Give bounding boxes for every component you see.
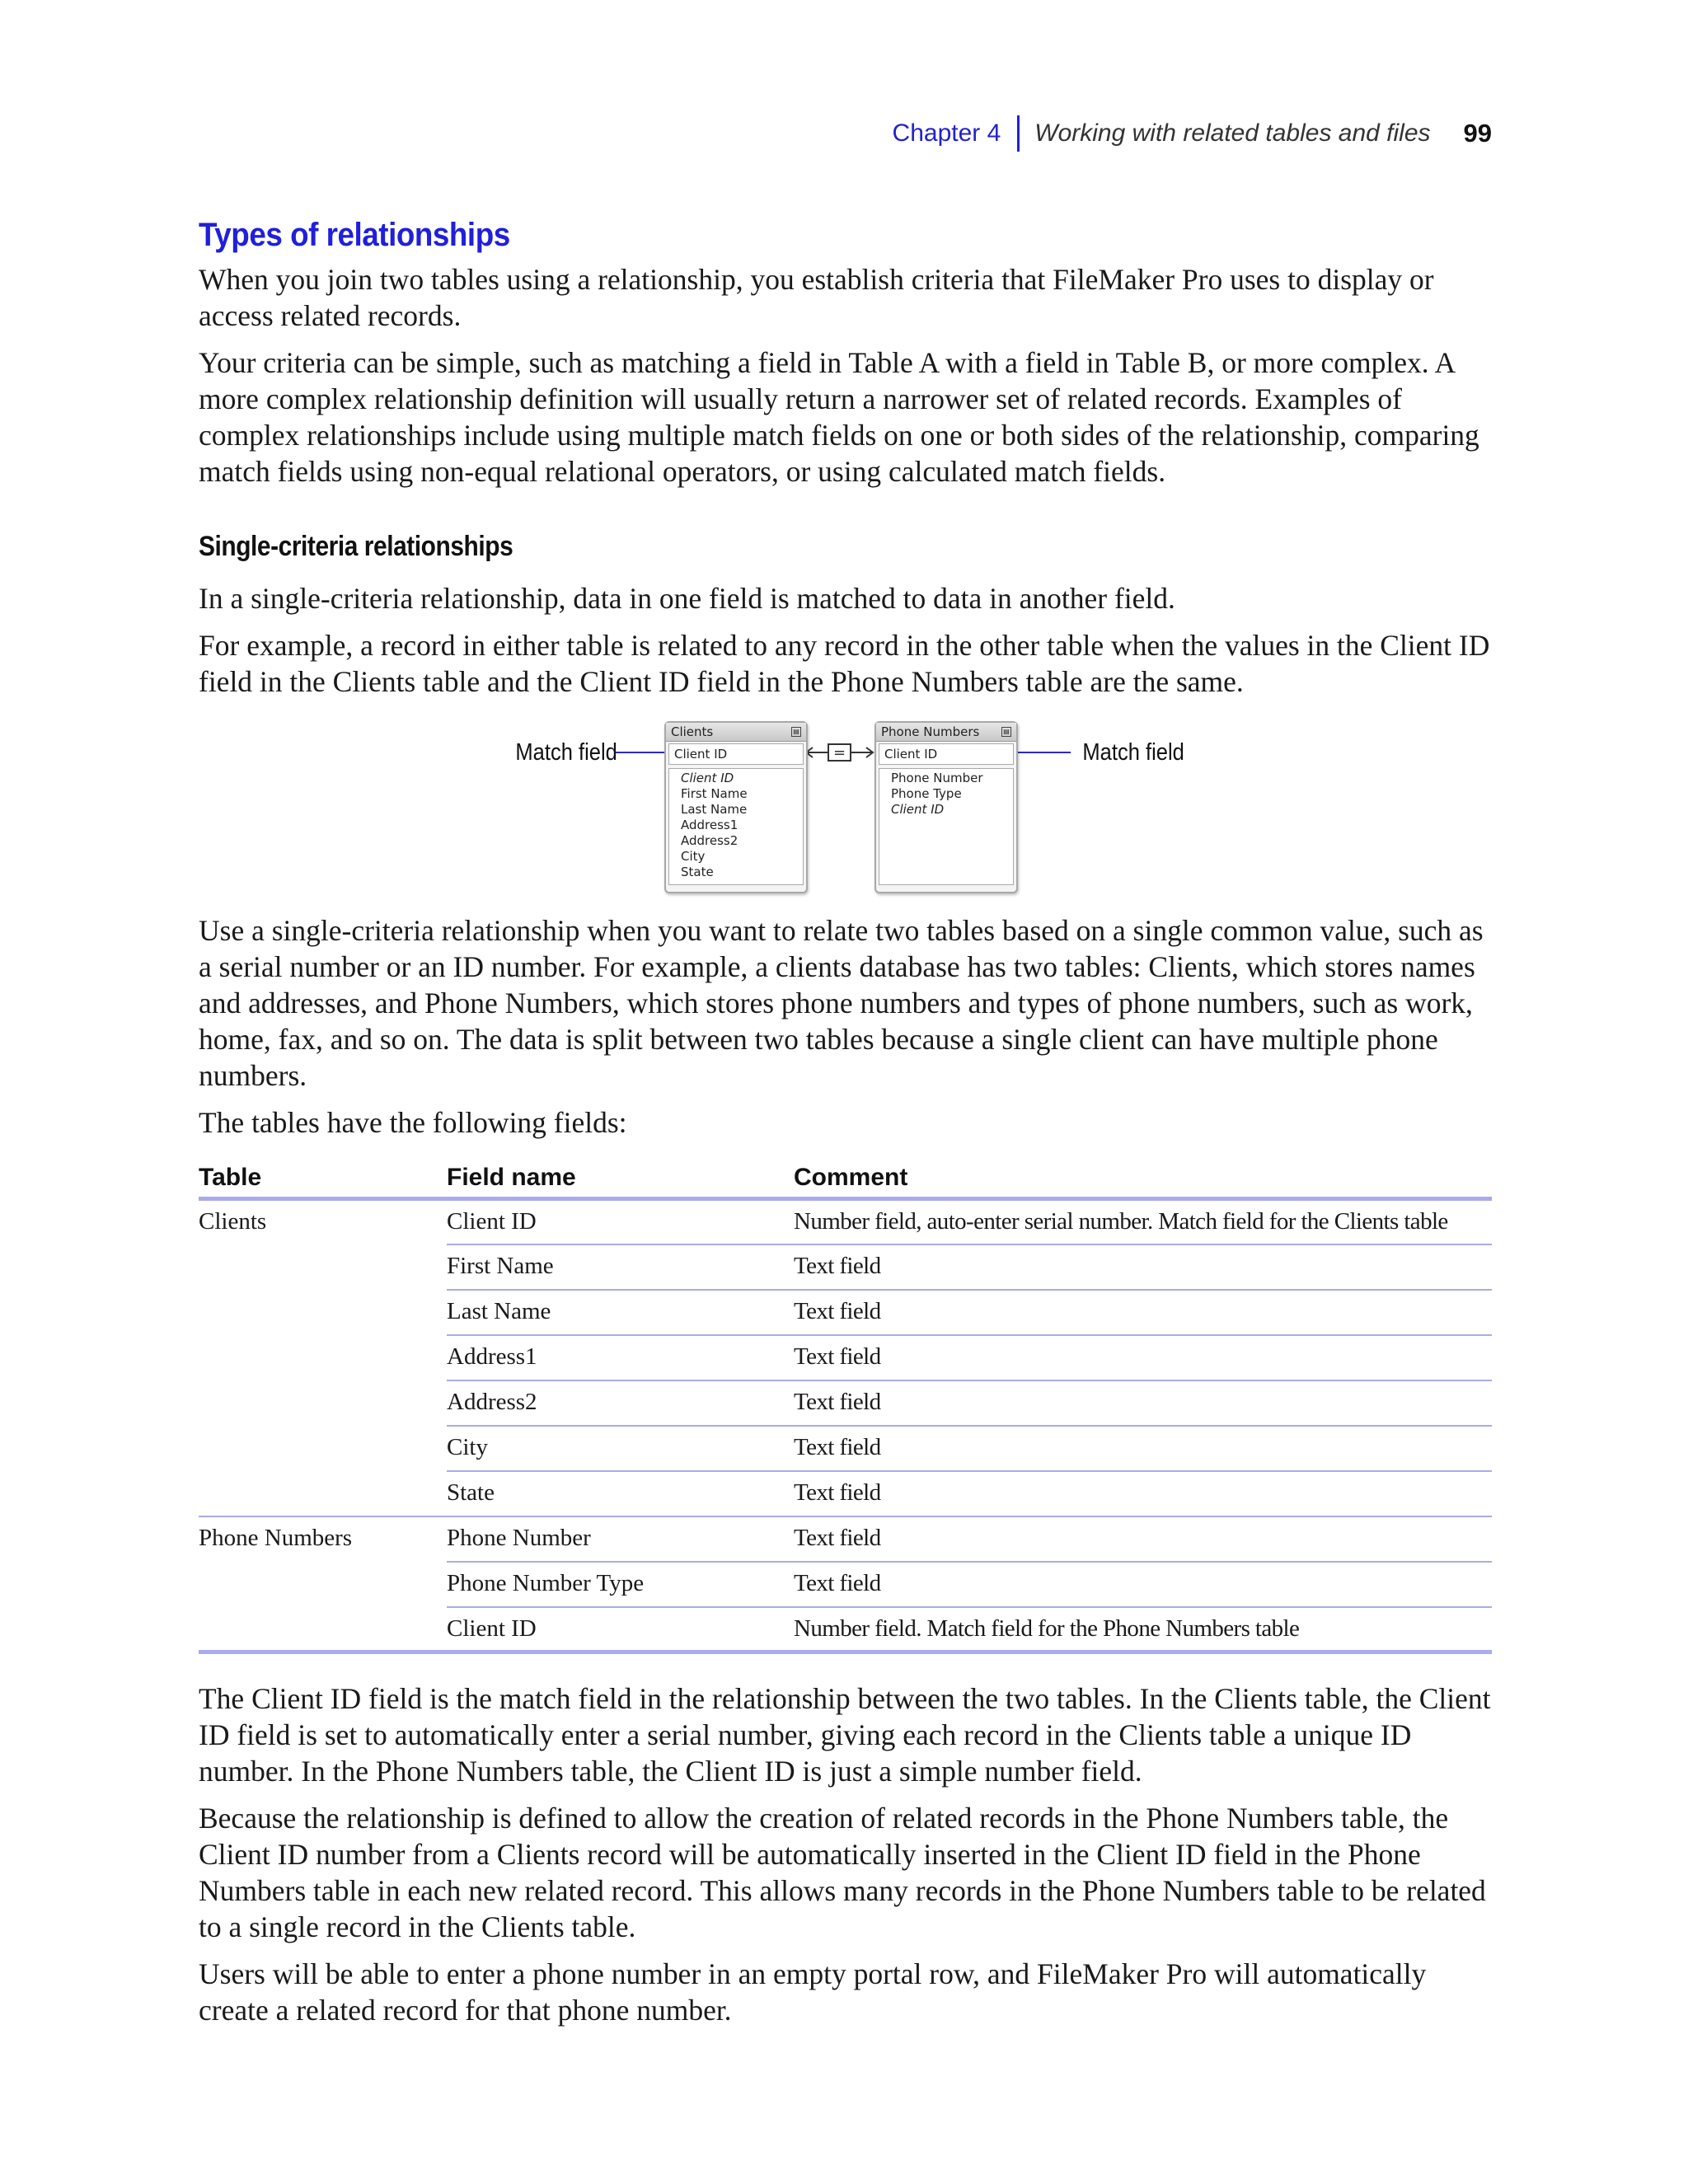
paragraph: The Client ID field is the match field in the relationship between the two tables. In the Clients table, the Client ID field is set to automatically enter a serial number, giving each record in the Clients table a unique ID number. In the Phone Numbers table, the Client ID is just a simple number field.	[199, 1682, 1491, 1788]
phone-numbers-table-header	[876, 723, 1016, 742]
column-header-comment: Comment	[794, 1159, 1492, 1199]
table-row	[199, 1199, 1492, 1244]
relationship-lines	[199, 721, 1492, 902]
paragraph: Your criteria can be simple, such as matching a field in Table A with a field in Table B, or more complex. A more complex relationship definition will usually return a narrower set of related records. Examples of complex relationships include using multiple match fields on one or both sides of the relationship, comparing match fields using non-equal relational operators, or using calculated match fields.	[199, 346, 1479, 488]
table-cell	[199, 1562, 447, 1607]
table-cell	[199, 1335, 447, 1380]
phone-numbers-table-occurrence	[874, 721, 1018, 893]
clients-table-name: Clients	[671, 724, 714, 739]
paragraph: Users will be able to enter a phone number in an empty portal row, and FileMaker Pro will automatically create a related record for that phone number.	[199, 1957, 1427, 2027]
table-row	[199, 1562, 1492, 1607]
table-row	[199, 1516, 1492, 1562]
equals-operator: =	[832, 744, 846, 762]
table-cell: Text field	[794, 1516, 1492, 1562]
table-cell: Phone Number Type	[447, 1562, 794, 1607]
clients-table-occurrence	[664, 721, 808, 893]
table-cell: First Name	[447, 1244, 794, 1290]
table-cell	[199, 1244, 447, 1290]
fields-table	[199, 1159, 1492, 1654]
field-item: Phone Number	[891, 771, 983, 785]
paragraph: When you join two tables using a relationship, you establish criteria that FileMaker Pro uses to display or access related records.	[199, 263, 1434, 332]
paragraph: For example, a record in either table is related to any record in the other table when the values in the Client ID field in the Clients table and the Client ID field in the Phone Numbers table are the same.	[199, 629, 1490, 698]
phone-numbers-table-name: Phone Numbers	[881, 724, 980, 739]
section-heading: Types of relationships	[199, 217, 510, 253]
field-item: Phone Type	[891, 786, 962, 801]
collapse-icon: ▤	[1001, 727, 1011, 737]
field-item: Client ID	[681, 771, 734, 785]
table-cell: Phone Number	[447, 1516, 794, 1562]
paragraph: In a single-criteria relationship, data in one field is matched to data in another field.	[199, 582, 1175, 615]
table-cell: Phone Numbers	[199, 1524, 353, 1551]
table-cell: City	[447, 1426, 794, 1471]
table-cell: Text field	[794, 1290, 1492, 1335]
chapter-title: Working with related tables and files	[1034, 120, 1431, 147]
field-item: Address2	[681, 833, 738, 848]
table-cell	[199, 1380, 447, 1426]
table-cell: Client ID	[447, 1607, 794, 1652]
clients-field-list	[668, 768, 804, 885]
table-cell: Text field	[794, 1426, 1492, 1471]
match-field-label-left: Match field	[515, 739, 617, 766]
paragraph: The tables have the following fields:	[199, 1106, 627, 1139]
running-header	[893, 115, 1492, 152]
table-row	[199, 1607, 1492, 1652]
table-cell: Address2	[447, 1380, 794, 1426]
column-header-table: Table	[199, 1159, 447, 1199]
table-row	[199, 1335, 1492, 1380]
paragraph: Use a single-criteria relationship when you want to relate two tables based on a single common value, such as a serial number or an ID number. For example, a clients database has two tables: Clients, which stores names and addresses, and Phone Numbers, which stores phone numbers and types of phone numbers, such as work, home, fax, and so on. The data is split between two tables because a single client can have multiple phone numbers.	[199, 914, 1484, 1092]
field-item: Client ID	[891, 802, 945, 817]
subsection-heading: Single-criteria relationships	[199, 531, 513, 562]
table-cell: Text field	[794, 1471, 1492, 1516]
field-item: First Name	[681, 786, 748, 801]
table-row	[199, 1380, 1492, 1426]
clients-match-field: Client ID	[668, 743, 804, 765]
table-cell	[199, 1607, 447, 1652]
table-cell: Text field	[794, 1562, 1492, 1607]
page-number: 99	[1463, 119, 1492, 148]
table-cell: Text field	[794, 1335, 1492, 1380]
table-cell: Number field, auto-enter serial number. Match field for the Clients table	[794, 1199, 1492, 1244]
phone-numbers-field-list	[879, 768, 1014, 885]
field-item: State	[681, 865, 714, 879]
table-row	[199, 1244, 1492, 1290]
page-content	[199, 210, 1492, 2028]
table-row	[199, 1471, 1492, 1516]
table-cell	[199, 1426, 447, 1471]
field-item: Address1	[681, 818, 738, 832]
table-cell: Address1	[447, 1335, 794, 1380]
column-header-field-name: Field name	[447, 1159, 794, 1199]
table-row	[199, 1290, 1492, 1335]
field-item: City	[681, 849, 706, 864]
paragraph: Because the relationship is defined to allow the creation of related records in the Phone Numbers table, the Client ID number from a Clients record will be automatically inserted in the Client ID field in the Phone Numbers table in each new related record. This allows many records in the Phone Numbers table to be related to a single record in the Clients table.	[199, 1802, 1486, 1943]
table-cell: Clients	[199, 1208, 267, 1235]
match-field-label-right: Match field	[1082, 739, 1184, 766]
table-cell: State	[447, 1471, 794, 1516]
phone-numbers-match-field: Client ID	[879, 743, 1014, 765]
table-cell: Last Name	[447, 1290, 794, 1335]
field-item: Last Name	[681, 802, 748, 817]
table-cell: Number field. Match field for the Phone Numbers table	[794, 1607, 1492, 1652]
collapse-icon: ▤	[791, 727, 801, 737]
table-cell: Text field	[794, 1244, 1492, 1290]
table-cell	[199, 1290, 447, 1335]
table-cell: Text field	[794, 1380, 1492, 1426]
table-row	[199, 1426, 1492, 1471]
header-divider	[1017, 115, 1020, 152]
table-cell: Client ID	[447, 1199, 794, 1244]
relationship-diagram	[199, 721, 1492, 902]
clients-table-header	[666, 723, 806, 742]
chapter-label: Chapter 4	[892, 120, 1001, 147]
table-cell	[199, 1471, 447, 1516]
table-header-row	[199, 1159, 1492, 1199]
